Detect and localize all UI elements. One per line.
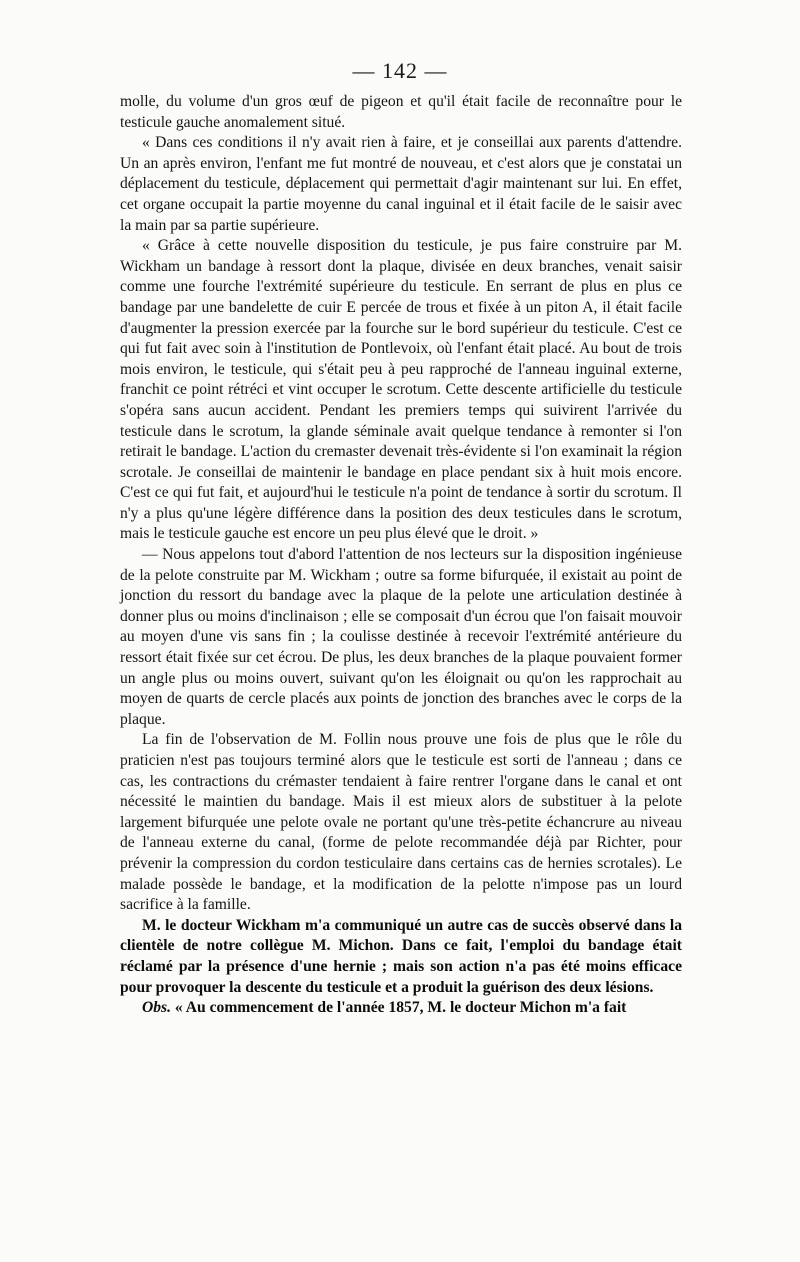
observation-text: « Au commencement de l'année 1857, M. le docteur Michon m'a fait	[171, 999, 627, 1017]
paragraph-4: — Nous appelons tout d'abord l'attention de nos lecteurs sur la disposition ingénieuse de la pelote construite par M. Wickham ; outre sa forme bifurquée, il existait au point de jonction du ressort du bandage avec la plaque de la pelote une articulation destinée à donner plus ou moins d'inclinaison ; elle se composait d'un écrou que l'on faisait mouvoir au moyen d'une vis sans fin ; la coulisse destinée à recevoir l'extrémité antérieure du ressort était fixée sur cet écrou. De plus, les deux branches de la plaque pouvaient former un angle plus ou moins ouvert, suivant qu'on les éloignait ou qu'on les rapprochait au moyen de quarts de cercle placés aux points de jonction des branches avec le corps de la plaque.	[120, 546, 682, 728]
body-text	[120, 92, 682, 1019]
paragraph-6: M. le docteur Wickham m'a communiqué un autre cas de succès observé dans la clientèle de notre collègue M. Michon. Dans ce fait, l'emploi du bandage était réclamé par la présence d'une hernie ; mais son action n'a pas été moins efficace pour provoquer la descente du testicule et a produit la guérison des deux lésions.	[120, 916, 682, 996]
page-number: — 142 —	[352, 58, 448, 83]
paragraph-5: La fin de l'observation de M. Follin nous prouve une fois de plus que le rôle du praticien n'est pas toujours terminé alors que le testicule est sorti de l'anneau ; dans ce cas, les contractions du crémaster tendaient à faire rentrer l'organe dans le canal et ont nécessité le maintien du bandage. Mais il est mieux alors de substituer à la pelote largement bifurquée une pelote ovale ne portant qu'une très-petite échancrure au niveau de l'anneau externe du canal, (forme de pelote recommandée déjà par Richter, pour prévenir la compression du cordon testiculaire dans certains cas de hernies scrotales). Le malade possède le bandage, et la modification de la pelotte n'impose pas un lourd sacrifice à la famille.	[120, 731, 682, 914]
paragraph-2: « Dans ces conditions il n'y avait rien à faire, et je conseillai aux parents d'attendre. Un an après environ, l'enfant me fut montré de nouveau, et c'est alors que je constatai un déplacement du testicule, déplacement qui permettait d'agir maintenant sur lui. En effet, cet organe occupait la partie moyenne du canal inguinal et il était facile de le saisir avec la main par sa partie supérieure.	[120, 134, 682, 234]
observation-paragraph	[120, 998, 682, 1019]
paragraph-1: molle, du volume d'un gros œuf de pigeon et qu'il était facile de reconnaître pour le testicule gauche anomalement situé.	[120, 93, 682, 131]
observation-label: Obs.	[142, 999, 172, 1017]
paragraph-3: « Grâce à cette nouvelle disposition du testicule, je pus faire construire par M. Wickham un bandage à ressort dont la plaque, divisée en deux branches, venait saisir comme une fourche l'extrémité supérieure du testicule. En serrant de plus en plus ce bandage par une bandelette de cuir E percée de trous et fixée à un piton A, il était facile d'augmenter la pression exercée par la fourche sur le bord supérieur du testicule. C'est ce qui fut fait avec soin à l'institution de Pontlevoix, où l'enfant était placé. Au bout de trois mois environ, le testicule, qui s'était peu à peu rapproché de l'anneau inguinal externe, franchit ce point rétréci et vint occuper le scrotum. Cette descente artificielle du testicule s'opéra sans aucun accident. Pendant les premiers temps qui suivirent l'arrivée du testicule dans le scrotum, la glande séminale avait quelque tendance à remonter si l'on retirait le bandage. L'action du cremaster devenait très-évidente si l'on examinait la région scrotale. Je conseillai de maintenir le bandage en place pendant six à huit mois encore. C'est ce qui fut fait, et aujourd'hui le testicule n'a point de tendance à sortir du scrotum. Il n'y a plus qu'une légère différence dans la position des deux testicules dans le scrotum, mais le testicule gauche est encore un peu plus élevé que le droit. »	[120, 237, 682, 543]
